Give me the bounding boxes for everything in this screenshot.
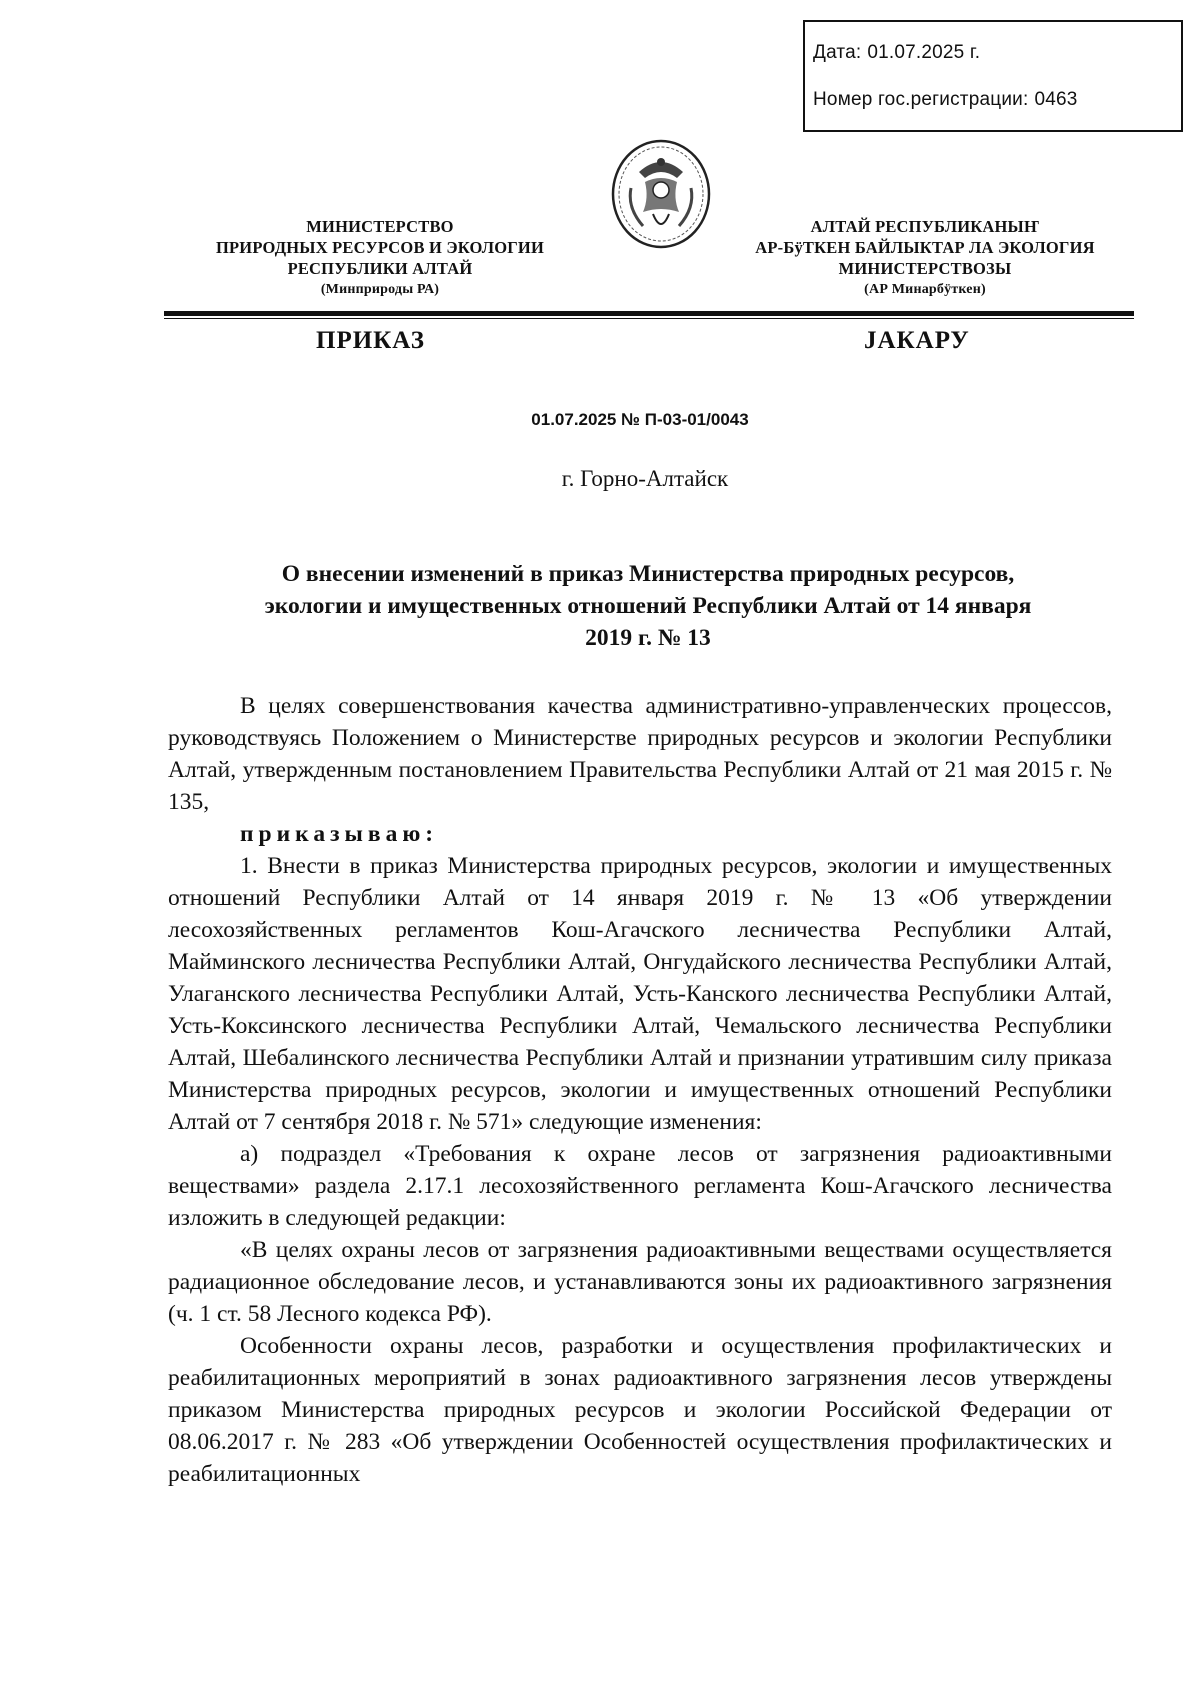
clause-1-paragraph: 1. Внести в приказ Министерства природных ресурсов, экологии и имущественных отношений Республики Алтай от 14 января 2019 г. № 13 «Об утверждении лесохозяйственных регламентов Кош-Агачского лесничества Республики Алтай, Майминского лесничества Республики Алтай, Онгудайского лесничества Республики Алтай, Улаганского лесничества Республики Алтай, Усть-Канского лесничества Республики Алтай, Усть-Коксинского лесничества Республики Алтай, Чемальского лесничества Республики Алтай, Шебалинского лесничества Республики Алтай и признании утратившим силу приказа Министерства природных ресурсов, экологии и имущественных отношений Республики Алтай от 7 сентября 2018 г. № 571» следующие изменения: [168, 853, 1112, 1135]
document-body [168, 690, 1112, 1490]
registration-date [813, 42, 980, 64]
title-line1: О внесении изменений в приказ Министерства природных ресурсов, [281, 561, 1015, 587]
ministry-ru-line2: ПРИРОДНЫХ РЕСУРСОВ И ЭКОЛОГИИ [215, 238, 545, 257]
ministry-ru-line3: РЕСПУБЛИКИ АЛТАЙ [287, 259, 473, 278]
features-paragraph: Особенности охраны лесов, разработки и осуществления профилактических и реабилитационных мероприятий в зонах радиоактивного загрязнения лесов утверждены приказом Министерства природных ресурсов и экологии Российской Федерации от 08.06.2017 г. № 283 «Об утверждении Особенностей осуществления профилактических и реабилитационных [168, 1333, 1112, 1487]
preamble-paragraph: В целях совершенствования качества административно-управленческих процессов, руководствуясь Положением о Министерстве природных ресурсов и экологии Республики Алтай, утвержденным постановлением Правительства Республики Алтай от 21 мая 2015 г. № 135, [168, 693, 1112, 815]
title-line3: 2019 г. № 13 [585, 625, 711, 651]
ministry-alt-line1: АЛТАЙ РЕСПУБЛИКАНЫҤ [810, 217, 1040, 236]
quoted-text-paragraph: «В целях охраны лесов от загрязнения радиоактивными веществами осуществляется радиационное обследование лесов, и устанавливаются зоны их радиоактивного загрязнения (ч. 1 ст. 58 Лесного кодекса РФ). [168, 1237, 1112, 1327]
ministry-ru-line1: МИНИСТЕРСТВО [306, 217, 454, 236]
document-title [168, 558, 1128, 654]
registration-date-value: 01.07.2025 г. [867, 42, 981, 63]
ministry-alt-abbr: (АР Минарбÿткен) [864, 282, 986, 297]
order-label-russian: ПРИКАЗ [316, 327, 425, 354]
coat-of-arms-emblem [609, 138, 713, 250]
ministry-alt-line2: АР-БÿТКЕН БАЙЛЫКТАР ЛА ЭКОЛОГИЯ [755, 238, 1095, 257]
registration-number [813, 89, 1078, 111]
document-city: г. Горно-Алтайск [561, 466, 729, 491]
registration-number-value: 0463 [1034, 89, 1078, 110]
document-number: 01.07.2025 № П-03-01/0043 [531, 410, 749, 429]
ministry-name-altai [720, 216, 1130, 300]
ministry-ru-abbr: (Минприроды РА) [320, 282, 440, 297]
registration-number-label: Номер гос.регистрации: [813, 89, 1029, 110]
order-verb: приказываю: [240, 821, 439, 847]
order-label-altai: JАКАРУ [864, 327, 970, 354]
ministry-alt-line3: МИНИСТЕРСТВОЗЫ [838, 259, 1012, 278]
header-divider-thin [164, 318, 1134, 319]
subclause-a-paragraph: а) подраздел «Требования к охране лесов от загрязнения радиоактивными веществами» раздела 2.17.1 лесохозяйственного регламента Кош-Агачского лесничества изложить в следующей редакции: [168, 1141, 1112, 1231]
registration-box [803, 20, 1183, 132]
title-line2: экологии и имущественных отношений Республики Алтай от 14 января [264, 593, 1032, 619]
header-divider-thick [164, 311, 1134, 316]
registration-date-label: Дата: [813, 42, 862, 63]
ministry-name-russian [180, 216, 580, 300]
